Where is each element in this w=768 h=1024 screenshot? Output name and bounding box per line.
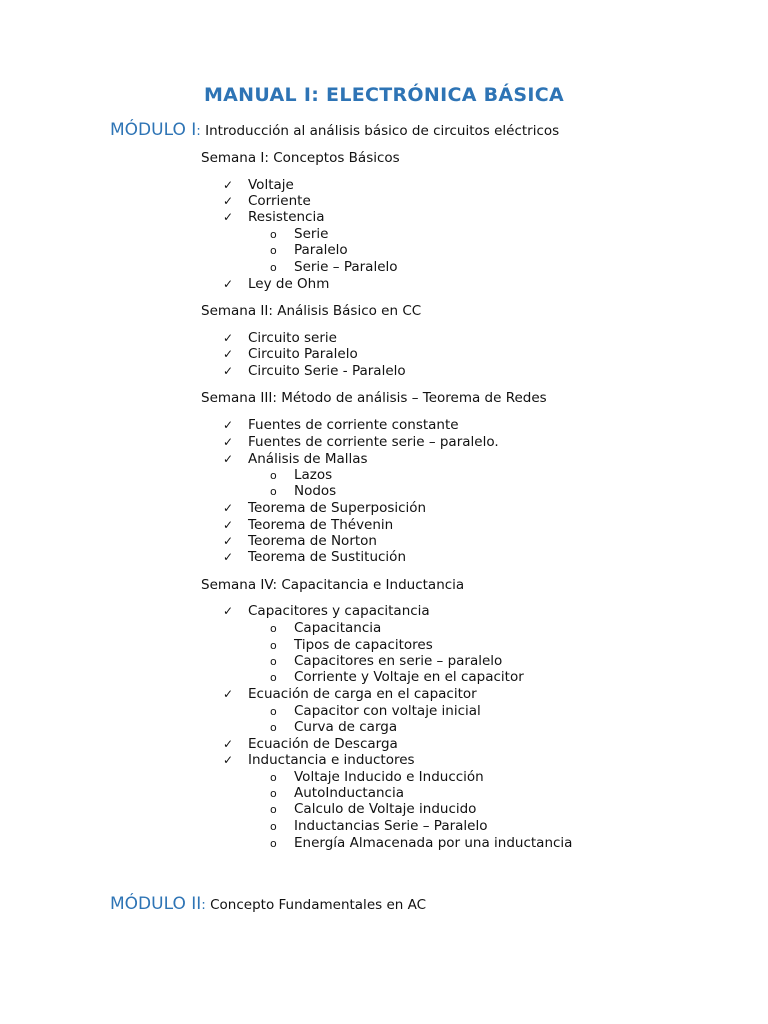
circle-bullet-icon: o	[270, 655, 277, 668]
list-item: ✓ Fuentes de corriente serie – paralelo.	[223, 434, 499, 450]
circle-bullet-icon: o	[270, 671, 277, 684]
circle-bullet-icon: o	[270, 837, 277, 850]
check-icon: ✓	[223, 501, 234, 515]
module-colon: :	[201, 897, 206, 913]
circle-bullet-icon: o	[270, 261, 277, 274]
list-item: ✓ Fuentes de corriente constante	[223, 417, 459, 433]
list-item: ✓ Ecuación de carga en el capacitor	[223, 686, 477, 702]
list-item: ✓ Inductancia e inductores	[223, 752, 415, 768]
list-item: ✓ Teorema de Sustitución	[223, 549, 406, 565]
sub-list-item: o Tipos de capacitores	[270, 637, 433, 653]
week-heading: Semana I: Conceptos Básicos	[201, 150, 400, 166]
list-item: ✓ Ecuación de Descarga	[223, 736, 398, 752]
circle-bullet-icon: o	[270, 228, 277, 241]
week-heading: Semana III: Método de análisis – Teorema de Redes	[201, 390, 547, 406]
list-item: ✓ Circuito Serie - Paralelo	[223, 363, 406, 379]
sub-list-item: o Paralelo	[270, 242, 348, 258]
check-icon: ✓	[223, 435, 234, 449]
sub-list-item: o Capacitores en serie – paralelo	[270, 653, 503, 669]
sub-list-item: o Nodos	[270, 483, 337, 499]
circle-bullet-icon: o	[270, 639, 277, 652]
module-label: MÓDULO II	[110, 894, 202, 914]
sub-list-item: o Capacitancia	[270, 620, 382, 636]
list-item: ✓ Resistencia	[223, 209, 325, 225]
list-item: ✓ Teorema de Superposición	[223, 500, 427, 516]
list-item: ✓ Ley de Ohm	[223, 276, 330, 292]
list-item: ✓ Voltaje	[223, 177, 294, 193]
sub-list-item: o Capacitor con voltaje inicial	[270, 703, 481, 719]
circle-bullet-icon: o	[270, 485, 277, 498]
module-heading	[110, 120, 559, 140]
circle-bullet-icon: o	[270, 244, 277, 257]
circle-bullet-icon: o	[270, 622, 277, 635]
check-icon: ✓	[223, 518, 234, 532]
sub-list-item: o Serie	[270, 226, 329, 242]
sub-list-item: o Corriente y Voltaje en el capacitor	[270, 669, 524, 685]
module-colon: :	[196, 123, 201, 139]
check-icon: ✓	[223, 418, 234, 432]
check-icon: ✓	[223, 534, 234, 548]
circle-bullet-icon: o	[270, 771, 277, 784]
sub-list-item: o Energía Almacenada por una inductancia	[270, 835, 573, 851]
check-icon: ✓	[223, 753, 234, 767]
check-icon: ✓	[223, 194, 234, 208]
check-icon: ✓	[223, 737, 234, 751]
module-label: MÓDULO I	[110, 120, 197, 140]
check-icon: ✓	[223, 347, 234, 361]
module-description: Concepto Fundamentales en AC	[205, 897, 427, 913]
circle-bullet-icon: o	[270, 721, 277, 734]
sub-list-item: o Calculo de Voltaje inducido	[270, 801, 477, 817]
list-item: ✓ Análisis de Mallas	[223, 451, 368, 467]
sub-list-item: o Serie – Paralelo	[270, 259, 398, 275]
list-item: ✓ Capacitores y capacitancia	[223, 603, 430, 619]
module-description: Introducción al análisis básico de circuitos eléctricos	[200, 123, 560, 139]
check-icon: ✓	[223, 604, 234, 618]
check-icon: ✓	[223, 178, 234, 192]
sub-list-item: o Curva de carga	[270, 719, 398, 735]
circle-bullet-icon: o	[270, 469, 277, 482]
list-item: ✓ Teorema de Norton	[223, 533, 377, 549]
list-item: ✓ Teorema de Thévenin	[223, 517, 394, 533]
circle-bullet-icon: o	[270, 803, 277, 816]
check-icon: ✓	[223, 210, 234, 224]
module-heading	[110, 894, 426, 914]
circle-bullet-icon: o	[270, 787, 277, 800]
list-item: ✓ Circuito Paralelo	[223, 346, 358, 362]
list-item: ✓ Corriente	[223, 193, 311, 209]
document-title: MANUAL I: ELECTRÓNICA BÁSICA	[203, 84, 565, 106]
week-heading: Semana IV: Capacitancia e Inductancia	[201, 577, 465, 593]
check-icon: ✓	[223, 550, 234, 564]
check-icon: ✓	[223, 452, 234, 466]
sub-list-item: o Voltaje Inducido e Inducción	[270, 769, 484, 785]
circle-bullet-icon: o	[270, 820, 277, 833]
sub-list-item: o Lazos	[270, 467, 333, 483]
check-icon: ✓	[223, 687, 234, 701]
check-icon: ✓	[223, 277, 234, 291]
list-item: ✓ Circuito serie	[223, 330, 337, 346]
week-heading: Semana II: Análisis Básico en CC	[201, 303, 422, 319]
check-icon: ✓	[223, 331, 234, 345]
sub-list-item: o Inductancias Serie – Paralelo	[270, 818, 488, 834]
check-icon: ✓	[223, 364, 234, 378]
circle-bullet-icon: o	[270, 705, 277, 718]
sub-list-item: o AutoInductancia	[270, 785, 404, 801]
